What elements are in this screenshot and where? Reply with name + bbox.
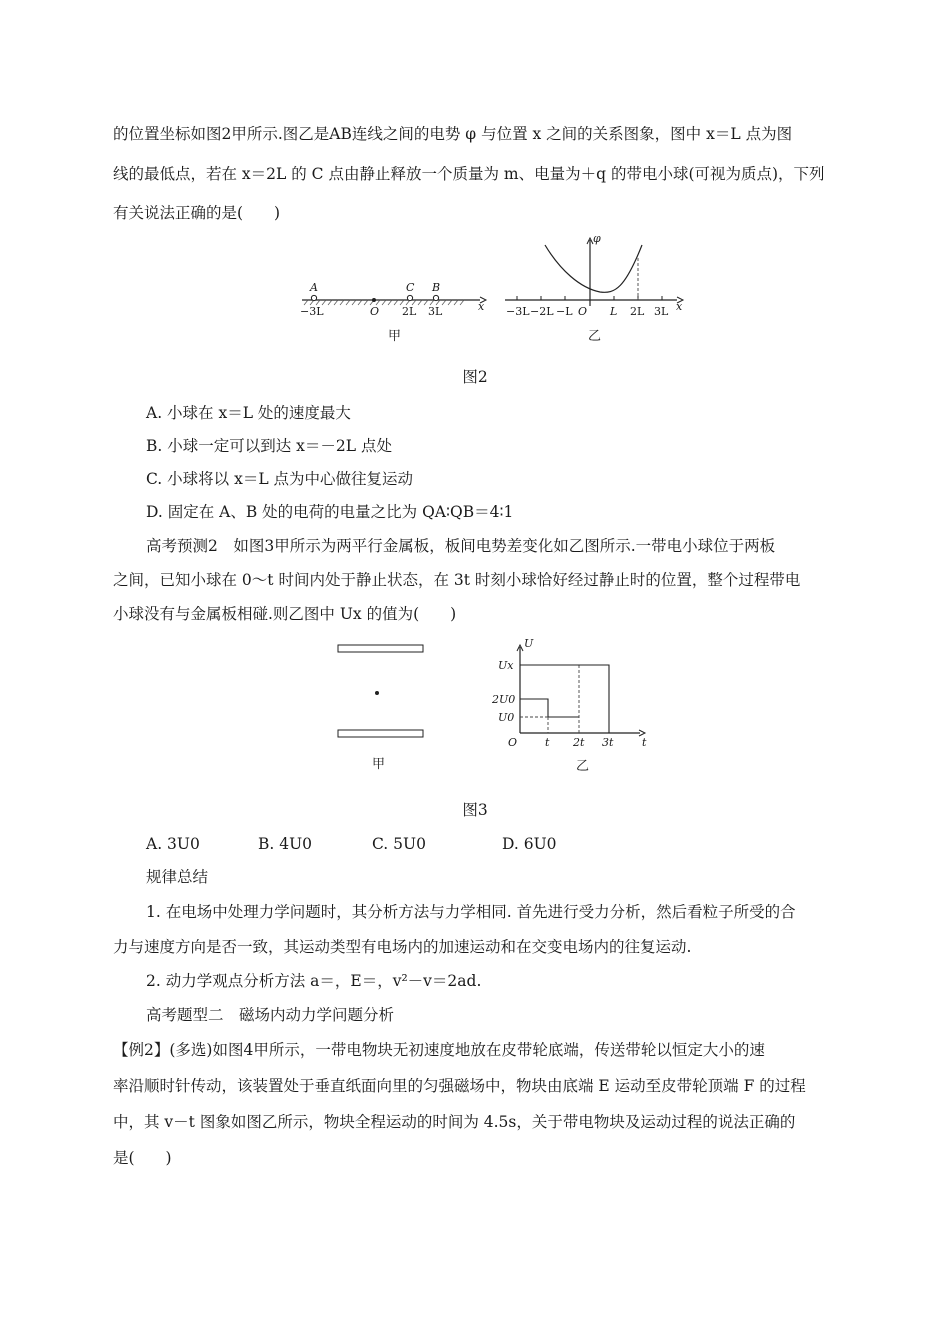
option-d: D. 6U0 (502, 835, 557, 853)
option-d: D. 固定在 A、B 处的电荷的电量之比为 QA∶QB＝4∶1 (146, 503, 514, 521)
tick-label: −3L (506, 305, 530, 318)
caption-jia: 甲 (388, 329, 402, 344)
tick-label: 3L (428, 305, 443, 318)
tick-label: 3t (602, 736, 614, 749)
option-a: A. 3U0 (146, 835, 200, 853)
tick-label: 2L (630, 305, 645, 318)
label-b: B (432, 281, 441, 294)
tick-label: L (610, 305, 618, 318)
paragraph-line: 之间，已知小球在 0～t 时间内处于静止状态，在 3t 时刻小球恰好经过静止时的位置，整个过程带电 (113, 571, 801, 589)
tick-label: O (578, 305, 588, 318)
paragraph-line: 是( ) (113, 1149, 172, 1167)
figure-2-caption: 图2 (462, 368, 488, 386)
paragraph-line: 线的最低点，若在 x＝2L 的 C 点由静止释放一个质量为 m、电量为＋q 的带电小球(可视为质点)，下列 (113, 165, 825, 183)
tick-label: 2t (573, 736, 585, 749)
lower-plate (338, 730, 423, 737)
tick-label: 2U0 (492, 693, 516, 706)
option-b: B. 4U0 (258, 835, 313, 853)
tick-label: O (370, 305, 380, 318)
section-heading: 高考题型二 磁场内动力学问题分析 (146, 1006, 395, 1024)
figure-2 (290, 230, 710, 355)
upper-plate (338, 645, 423, 652)
tick-label: O (508, 736, 518, 749)
paragraph-line: 的位置坐标如图2甲所示.图乙是AB连线之间的电势 φ 与位置 x 之间的关系图象，图中 x＝L 点为图 (113, 125, 793, 143)
point-b (433, 295, 438, 300)
x-axis-label: t (642, 736, 647, 749)
paragraph-line: 率沿顺时针传动，该装置处于垂直纸面向里的匀强磁场中，物块由底端 E 运动至皮带轮顶端 F 的过程 (113, 1077, 806, 1095)
paragraph-line: 2. 动力学观点分析方法 a＝，E＝，v²－v＝2ad. (146, 972, 482, 990)
x-axis-label: x (478, 300, 485, 313)
potential-curve (545, 245, 642, 292)
point-c (407, 295, 412, 300)
label-c: C (406, 281, 415, 294)
tick-label: −2L (530, 305, 554, 318)
tick-label: 3L (654, 305, 669, 318)
option-b: B. 小球一定可以到达 x＝－2L 点处 (146, 437, 392, 455)
paragraph-line: 高考预测2 如图3甲所示为两平行金属板，板间电势差变化如乙图所示.一带电小球位于两板 (146, 537, 776, 555)
section-heading: 规律总结 (146, 868, 209, 886)
tick-label: −3L (300, 305, 324, 318)
point-a (311, 295, 316, 300)
caption-jia: 甲 (372, 757, 386, 772)
caption-yi: 乙 (588, 329, 602, 344)
tick-label: Ux (498, 659, 514, 672)
figure-2-yi (505, 232, 683, 344)
y-axis-label: U (524, 637, 534, 650)
tick-label: 2L (402, 305, 417, 318)
label-a: A (310, 281, 318, 294)
figure-2-jia (300, 281, 486, 344)
paragraph-line: 小球没有与金属板相碰.则乙图中 Ux 的值为( ) (113, 605, 457, 623)
charged-ball (375, 691, 379, 695)
paragraph-line: 1. 在电场中处理力学问题时，其分析方法与力学相同. 首先进行受力分析，然后看粒子所受的合 (146, 903, 796, 921)
tick-label: t (545, 736, 550, 749)
option-c: C. 小球将以 x＝L 点为中心做往复运动 (146, 470, 414, 488)
voltage-segment-2 (579, 665, 609, 733)
figure-3-jia (338, 645, 423, 772)
voltage-segment-1 (520, 699, 579, 717)
y-axis-label: φ (593, 232, 601, 245)
tick-label: −L (556, 305, 573, 318)
paragraph-line: 力与速度方向是否一致，其运动类型有电场内的加速运动和在交变电场内的往复运动. (113, 938, 692, 956)
paragraph-line: 中，其 v－t 图象如图乙所示，物块全程运动的时间为 4.5s，关于带电物块及运动过程的说法正确的 (113, 1113, 796, 1131)
point-o (372, 298, 376, 302)
tick-label: U0 (498, 711, 515, 724)
figure-3-yi (491, 637, 647, 774)
option-a: A. 小球在 x＝L 处的速度最大 (146, 404, 351, 422)
caption-yi: 乙 (576, 759, 590, 774)
option-c: C. 5U0 (372, 835, 426, 853)
figure-3-caption: 图3 (462, 801, 488, 819)
figure-3 (330, 635, 660, 775)
paragraph-line: 有关说法正确的是( ) (113, 204, 281, 222)
x-axis-label: x (676, 300, 683, 313)
paragraph-line: 【例2】(多选)如图4甲所示，一带电物块无初速度地放在皮带轮底端，传送带轮以恒定大小的速 (113, 1041, 765, 1059)
